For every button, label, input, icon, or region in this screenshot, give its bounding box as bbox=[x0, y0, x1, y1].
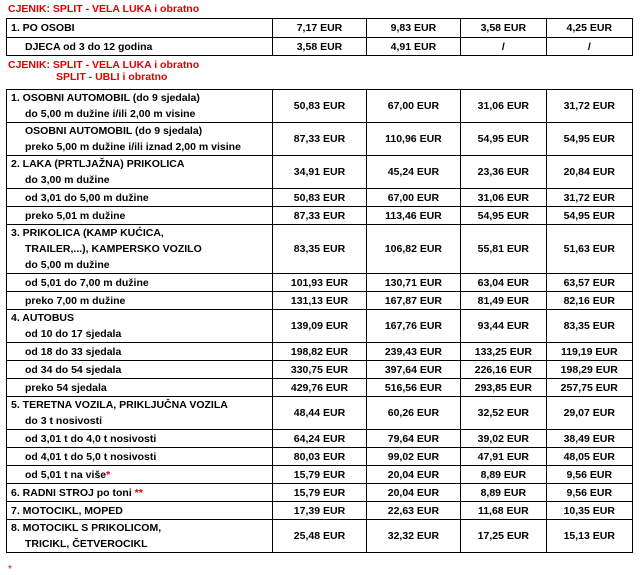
price-cell: 51,63 EUR bbox=[546, 225, 632, 274]
price-cell: 17,25 EUR bbox=[461, 520, 546, 553]
price-cell: 31,06 EUR bbox=[461, 189, 546, 207]
passenger-price-table bbox=[6, 18, 633, 56]
row-label: DJECA od 3 do 12 godina bbox=[7, 38, 273, 56]
row-label bbox=[7, 466, 273, 484]
price-cell: 87,33 EUR bbox=[273, 207, 366, 225]
row-label bbox=[7, 430, 273, 448]
price-cell: 54,95 EUR bbox=[546, 207, 632, 225]
table-row bbox=[7, 274, 633, 292]
price-cell: 39,02 EUR bbox=[461, 430, 546, 448]
price-cell: 54,95 EUR bbox=[546, 123, 632, 156]
table-row bbox=[7, 502, 633, 520]
table-row bbox=[7, 123, 633, 156]
price-cell: 101,93 EUR bbox=[273, 274, 366, 292]
price-cell: 23,36 EUR bbox=[461, 156, 546, 189]
price-cell: 63,04 EUR bbox=[461, 274, 546, 292]
price-cell: 93,44 EUR bbox=[461, 310, 546, 343]
price-cell: 82,16 EUR bbox=[546, 292, 632, 310]
table-row bbox=[7, 19, 633, 38]
row-label bbox=[7, 361, 273, 379]
table-row bbox=[7, 448, 633, 466]
price-list-header-passengers: CJENIK: SPLIT - VELA LUKA i obratno bbox=[8, 3, 200, 15]
row-label bbox=[7, 520, 273, 553]
price-cell: 20,84 EUR bbox=[546, 156, 632, 189]
price-cell: 83,35 EUR bbox=[546, 310, 632, 343]
price-cell: 45,24 EUR bbox=[366, 156, 460, 189]
row-label bbox=[7, 484, 273, 502]
price-cell: 10,35 EUR bbox=[546, 502, 632, 520]
price-cell: 397,64 EUR bbox=[366, 361, 460, 379]
row-label bbox=[7, 123, 273, 156]
price-cell: 11,68 EUR bbox=[461, 502, 546, 520]
price-cell: 239,43 EUR bbox=[366, 343, 460, 361]
price-cell: 31,06 EUR bbox=[461, 90, 546, 123]
row-label-line: 1. OSOBNI AUTOMOBIL (do 9 sjedala) bbox=[11, 92, 200, 104]
price-cell: 32,52 EUR bbox=[461, 397, 546, 430]
price-cell: 32,32 EUR bbox=[366, 520, 460, 553]
table-row bbox=[7, 310, 633, 343]
price-cell: 131,13 EUR bbox=[273, 292, 366, 310]
row-label-line: od 4,01 t do 5,0 t nosivosti bbox=[25, 450, 157, 463]
price-cell: 31,72 EUR bbox=[546, 189, 632, 207]
price-cell: 67,00 EUR bbox=[366, 189, 460, 207]
price-cell: 20,04 EUR bbox=[366, 466, 460, 484]
row-label-line: TRAILER,...), KAMPERSKO VOZILO bbox=[25, 243, 202, 255]
price-cell: 31,72 EUR bbox=[546, 90, 632, 123]
price-cell: 63,57 EUR bbox=[546, 274, 632, 292]
table-row bbox=[7, 430, 633, 448]
price-cell: 8,89 EUR bbox=[461, 484, 546, 502]
table-row bbox=[7, 90, 633, 123]
price-cell: 99,02 EUR bbox=[366, 448, 460, 466]
price-cell: 60,26 EUR bbox=[366, 397, 460, 430]
price-cell: 15,79 EUR bbox=[273, 466, 366, 484]
price-cell: 55,81 EUR bbox=[461, 225, 546, 274]
price-cell: 15,79 EUR bbox=[273, 484, 366, 502]
price-cell: 226,16 EUR bbox=[461, 361, 546, 379]
price-cell: 330,75 EUR bbox=[273, 361, 366, 379]
price-cell: 80,03 EUR bbox=[273, 448, 366, 466]
price-cell: 64,24 EUR bbox=[273, 430, 366, 448]
row-label-line: TRICIKL, ČETVEROCIKL bbox=[25, 538, 148, 550]
price-cell: 133,25 EUR bbox=[461, 343, 546, 361]
price-cell: 17,39 EUR bbox=[273, 502, 366, 520]
row-label-line: 3. PRIKOLICA (KAMP KUĆICA, bbox=[11, 227, 164, 239]
table-row bbox=[7, 466, 633, 484]
row-label-line: 2. LAKA (PRTLJAŽNA) PRIKOLICA bbox=[11, 158, 185, 170]
price-cell: 54,95 EUR bbox=[461, 123, 546, 156]
row-label-line: do 3,00 m dužine bbox=[25, 174, 110, 186]
price-cell: 47,91 EUR bbox=[461, 448, 546, 466]
price-cell: 198,82 EUR bbox=[273, 343, 366, 361]
price-cell: 257,75 EUR bbox=[546, 379, 632, 397]
row-label bbox=[7, 90, 273, 123]
row-label-line: 8. MOTOCIKL S PRIKOLICOM, bbox=[11, 522, 162, 534]
row-label-line: od 3,01 do 5,00 m dužine bbox=[25, 191, 149, 204]
price-cell: 50,83 EUR bbox=[273, 189, 366, 207]
vehicle-price-table bbox=[6, 89, 633, 553]
row-label bbox=[7, 189, 273, 207]
table-row bbox=[7, 156, 633, 189]
price-cell: 293,85 EUR bbox=[461, 379, 546, 397]
table-row bbox=[7, 520, 633, 553]
table-row bbox=[7, 225, 633, 274]
footnote-mark: * bbox=[8, 564, 12, 575]
row-label-line: do 5,00 m dužine bbox=[25, 259, 110, 271]
price-cell: 167,76 EUR bbox=[366, 310, 460, 343]
row-label bbox=[7, 343, 273, 361]
table-row bbox=[7, 207, 633, 225]
price-cell: 3,58 EUR bbox=[273, 38, 366, 56]
price-cell: 34,91 EUR bbox=[273, 156, 366, 189]
price-cell: 130,71 EUR bbox=[366, 274, 460, 292]
price-cell: 87,33 EUR bbox=[273, 123, 366, 156]
price-cell: 8,89 EUR bbox=[461, 466, 546, 484]
row-label-line: 7. MOTOCIKL, MOPED bbox=[11, 504, 123, 517]
table-row bbox=[7, 397, 633, 430]
table-row bbox=[7, 292, 633, 310]
row-label bbox=[7, 310, 273, 343]
row-label bbox=[7, 397, 273, 430]
price-cell: 67,00 EUR bbox=[366, 90, 460, 123]
price-cell: 9,56 EUR bbox=[546, 484, 632, 502]
price-cell: 83,35 EUR bbox=[273, 225, 366, 274]
row-label bbox=[7, 274, 273, 292]
row-label-line: od 34 do 54 sjedala bbox=[25, 363, 122, 376]
price-cell: 9,56 EUR bbox=[546, 466, 632, 484]
price-cell: 81,49 EUR bbox=[461, 292, 546, 310]
row-label-line: od 3,01 t do 4,0 t nosivosti bbox=[25, 432, 157, 445]
table-row bbox=[7, 379, 633, 397]
row-label-line: od 10 do 17 sjedala bbox=[25, 328, 122, 340]
table-row bbox=[7, 38, 633, 56]
price-cell: 48,44 EUR bbox=[273, 397, 366, 430]
row-label-line: 5. TERETNA VOZILA, PRIKLJUČNA VOZILA bbox=[11, 399, 228, 411]
price-cell: 20,04 EUR bbox=[366, 484, 460, 502]
price-cell: 15,13 EUR bbox=[546, 520, 632, 553]
row-label bbox=[7, 292, 273, 310]
price-cell: 50,83 EUR bbox=[273, 90, 366, 123]
price-cell: 4,25 EUR bbox=[546, 19, 632, 38]
price-cell: 167,87 EUR bbox=[366, 292, 460, 310]
price-cell: 429,76 EUR bbox=[273, 379, 366, 397]
row-label-line: od 18 do 33 sjedala bbox=[25, 345, 122, 358]
price-cell: 38,49 EUR bbox=[546, 430, 632, 448]
row-label bbox=[7, 502, 273, 520]
row-label-line: do 3 t nosivosti bbox=[25, 415, 103, 427]
price-cell: 106,82 EUR bbox=[366, 225, 460, 274]
table-row bbox=[7, 361, 633, 379]
row-label-line: 6. RADNI STROJ po toni ** bbox=[11, 486, 143, 499]
price-cell: 4,91 EUR bbox=[366, 38, 460, 56]
row-label-line: 4. AUTOBUS bbox=[11, 312, 75, 324]
price-list-header-vehicles: CJENIK: SPLIT - VELA LUKA i obratno bbox=[8, 59, 200, 71]
row-label-line: preko 5,00 m dužine i/ili iznad 2,00 m visine bbox=[25, 141, 241, 153]
price-cell: 7,17 EUR bbox=[273, 19, 366, 38]
row-label-line: od 5,01 t na više* bbox=[25, 468, 111, 481]
row-label: 1. PO OSOBI bbox=[7, 19, 273, 38]
price-cell: 113,46 EUR bbox=[366, 207, 460, 225]
row-label bbox=[7, 379, 273, 397]
footnote-marker: ** bbox=[134, 486, 143, 499]
price-cell: 198,29 EUR bbox=[546, 361, 632, 379]
price-cell: 139,09 EUR bbox=[273, 310, 366, 343]
row-label-line: do 5,00 m dužine i/ili 2,00 m visine bbox=[25, 108, 196, 120]
row-label-line: preko 54 sjedala bbox=[25, 381, 107, 394]
row-label bbox=[7, 225, 273, 274]
price-cell: 3,58 EUR bbox=[461, 19, 546, 38]
price-cell: 48,05 EUR bbox=[546, 448, 632, 466]
row-label bbox=[7, 156, 273, 189]
row-label-line: od 5,01 do 7,00 m dužine bbox=[25, 276, 149, 289]
row-label bbox=[7, 207, 273, 225]
row-label-line: preko 7,00 m dužine bbox=[25, 294, 126, 307]
price-cell: 22,63 EUR bbox=[366, 502, 460, 520]
price-cell: 29,07 EUR bbox=[546, 397, 632, 430]
price-list-subheader-route: SPLIT - UBLI i obratno bbox=[56, 71, 168, 83]
footnote-marker: * bbox=[106, 468, 111, 481]
price-cell: / bbox=[461, 38, 546, 56]
table-row bbox=[7, 189, 633, 207]
price-cell: / bbox=[546, 38, 632, 56]
price-cell: 119,19 EUR bbox=[546, 343, 632, 361]
table-row bbox=[7, 484, 633, 502]
price-cell: 110,96 EUR bbox=[366, 123, 460, 156]
row-label-line: preko 5,01 m dužine bbox=[25, 209, 126, 222]
price-cell: 54,95 EUR bbox=[461, 207, 546, 225]
table-row bbox=[7, 343, 633, 361]
row-label-line: OSOBNI AUTOMOBIL (do 9 sjedala) bbox=[25, 125, 203, 137]
price-cell: 25,48 EUR bbox=[273, 520, 366, 553]
row-label bbox=[7, 448, 273, 466]
price-cell: 9,83 EUR bbox=[366, 19, 460, 38]
price-cell: 79,64 EUR bbox=[366, 430, 460, 448]
price-cell: 516,56 EUR bbox=[366, 379, 460, 397]
